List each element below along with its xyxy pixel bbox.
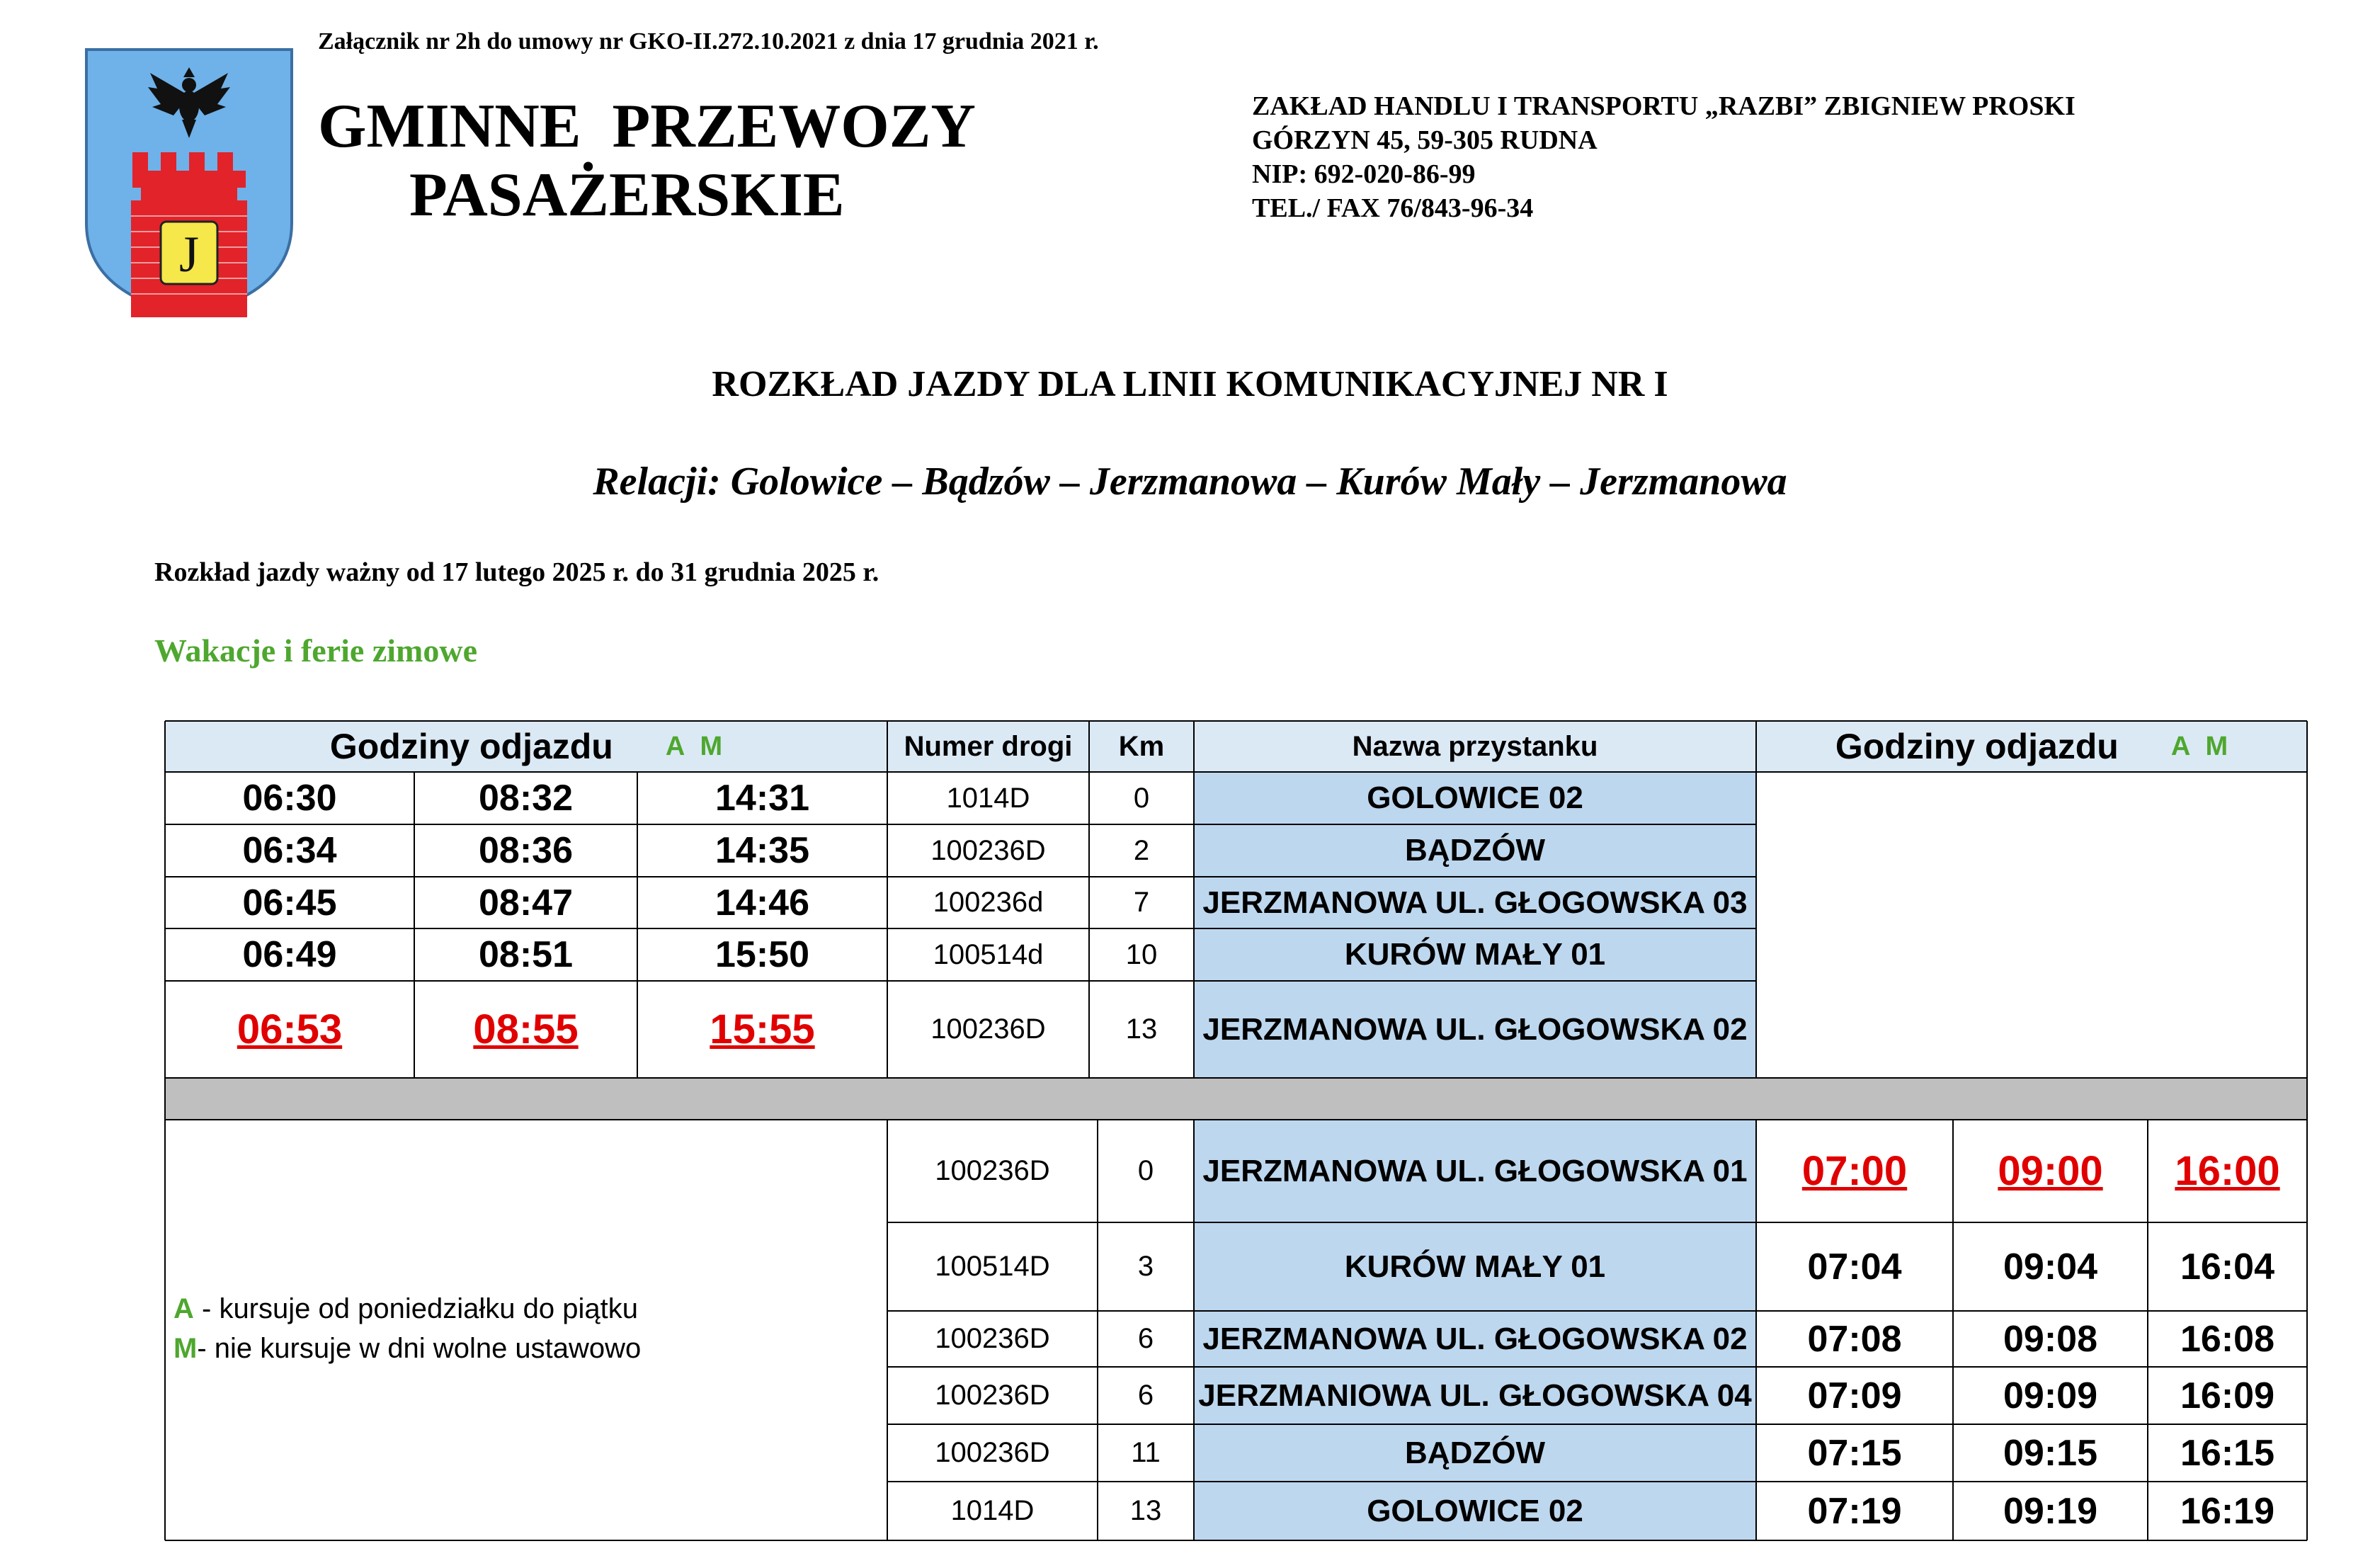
departure-time: 09:04 bbox=[2003, 1246, 2097, 1288]
departure-time: 16:15 bbox=[2180, 1432, 2274, 1474]
header-departures-label: Godziny odjazdu bbox=[1835, 727, 2119, 766]
stop-name: JERZMANOWA UL. GŁOGOWSKA 02 bbox=[1194, 1311, 1756, 1367]
legend bbox=[173, 1289, 641, 1368]
header-road-number: Numer drogi bbox=[887, 721, 1089, 772]
grid-line bbox=[165, 824, 1756, 825]
grid-line bbox=[165, 720, 2307, 722]
grid-line bbox=[165, 876, 1756, 877]
km-value: 0 bbox=[1133, 782, 1150, 814]
stop-name: JERZMANOWA UL. GŁOGOWSKA 01 bbox=[1194, 1120, 1756, 1222]
grid-line bbox=[887, 1310, 2307, 1312]
grid-line bbox=[165, 980, 1756, 982]
km-value: 6 bbox=[1137, 1380, 1154, 1411]
stop-name: BĄDZÓW bbox=[1194, 824, 1756, 877]
departure-time: 15:55 bbox=[710, 1006, 815, 1052]
departure-time: 07:19 bbox=[1807, 1490, 1902, 1532]
km-value: 3 bbox=[1137, 1251, 1154, 1282]
road-number: 100236D bbox=[935, 1380, 1050, 1411]
grid-line bbox=[165, 771, 2307, 773]
departure-time: 07:15 bbox=[1807, 1432, 1902, 1474]
header-stop-name: Nazwa przystanku bbox=[1194, 721, 1756, 772]
departure-time: 07:04 bbox=[1807, 1246, 1902, 1288]
grid-line bbox=[887, 1481, 2307, 1482]
stop-name: JERZMANOWA UL. GŁOGOWSKA 03 bbox=[1194, 877, 1756, 928]
grid-line bbox=[1755, 721, 1757, 1078]
km-value: 11 bbox=[1131, 1437, 1161, 1468]
departure-time: 08:36 bbox=[479, 830, 573, 871]
departure-time: 09:08 bbox=[2003, 1318, 2097, 1360]
departure-time: 07:08 bbox=[1807, 1318, 1902, 1360]
departure-time: 16:19 bbox=[2180, 1490, 2274, 1532]
legend-a-text: - kursuje od poniedziałku do piątku bbox=[193, 1293, 638, 1324]
legend-a-code: A bbox=[173, 1293, 194, 1324]
header-km: Km bbox=[1089, 721, 1194, 772]
grid-line bbox=[2147, 1120, 2148, 1540]
season-label: Wakacje i ferie zimowe bbox=[154, 632, 477, 669]
departure-time: 08:55 bbox=[473, 1006, 579, 1052]
route-relation: Relacji: Golowice – Bądzów – Jerzmanowa – Kurów Mały – Jerzmanowa bbox=[593, 460, 1787, 504]
company-nip: NIP: 692-020-86-99 bbox=[1252, 159, 1476, 189]
departure-time: 16:08 bbox=[2180, 1318, 2274, 1360]
departure-time: 09:00 bbox=[1998, 1148, 2103, 1194]
km-value: 2 bbox=[1133, 834, 1150, 866]
stop-name: JERZMANOWA UL. GŁOGOWSKA 02 bbox=[1194, 981, 1756, 1078]
company-tel: TEL./ FAX 76/843-96-34 bbox=[1252, 193, 1534, 223]
road-number: 1014D bbox=[950, 1495, 1035, 1526]
section-separator bbox=[165, 1078, 2307, 1120]
departure-time: 08:32 bbox=[479, 778, 573, 819]
road-number: 100236D bbox=[935, 1437, 1050, 1468]
timetable bbox=[165, 721, 2307, 1540]
header-am-label: A M bbox=[2170, 731, 2228, 761]
km-value: 0 bbox=[1137, 1155, 1154, 1186]
departure-time: 06:30 bbox=[242, 778, 337, 819]
stop-name: KURÓW MAŁY 01 bbox=[1194, 1222, 1756, 1311]
grid-line bbox=[165, 1077, 2307, 1079]
legend-m-code: M bbox=[173, 1333, 198, 1364]
header-departures-left bbox=[165, 721, 887, 772]
grid-line bbox=[1088, 721, 1090, 1078]
stop-name: GOLOWICE 02 bbox=[1194, 772, 1756, 824]
grid-line bbox=[887, 1366, 2307, 1368]
km-value: 10 bbox=[1125, 938, 1158, 970]
road-number: 100236d bbox=[933, 887, 1044, 918]
stop-name: JERZMANIOWA UL. GŁOGOWSKA 04 bbox=[1194, 1367, 1756, 1424]
road-number: 100236D bbox=[935, 1155, 1050, 1186]
header-departures-right bbox=[1756, 721, 2307, 772]
road-number: 100236D bbox=[930, 1013, 1046, 1045]
departure-time: 07:09 bbox=[1807, 1375, 1902, 1416]
attachment-note: Załącznik nr 2h do umowy nr GKO-II.272.10.2021 z dnia 17 grudnia 2021 r. bbox=[318, 28, 1099, 55]
departure-time: 06:49 bbox=[242, 934, 337, 975]
departure-time: 06:45 bbox=[242, 882, 337, 924]
company-name: ZAKŁAD HANDLU I TRANSPORTU „RAZBI” ZBIGNIEW PROSKI bbox=[1252, 91, 2076, 121]
crest-letter: J bbox=[178, 226, 200, 283]
grid-line bbox=[887, 721, 888, 1078]
road-number: 1014D bbox=[946, 782, 1030, 814]
road-number: 100514D bbox=[935, 1251, 1050, 1282]
road-number: 100514d bbox=[933, 938, 1044, 970]
company-info bbox=[1252, 89, 2076, 225]
departure-time: 07:00 bbox=[1801, 1148, 1908, 1194]
departure-time: 09:15 bbox=[2003, 1432, 2097, 1474]
grid-line bbox=[414, 772, 415, 1078]
km-value: 7 bbox=[1133, 887, 1150, 918]
header-am-label: A M bbox=[665, 731, 723, 761]
departure-time: 16:04 bbox=[2180, 1246, 2274, 1288]
departure-time: 16:09 bbox=[2180, 1375, 2274, 1416]
legend-m-text: - nie kursuje w dni wolne ustawowo bbox=[197, 1333, 642, 1364]
grid-line bbox=[1952, 1120, 1954, 1540]
departure-time: 06:53 bbox=[237, 1006, 343, 1052]
departure-time: 09:19 bbox=[2003, 1490, 2097, 1532]
grid-line bbox=[887, 1424, 2307, 1425]
grid-line bbox=[637, 772, 638, 1078]
company-address: GÓRZYN 45, 59-305 RUDNA bbox=[1252, 125, 1598, 155]
validity-period: Rozkład jazdy ważny od 17 lutego 2025 r. do 31 grudnia 2025 r. bbox=[154, 557, 879, 587]
km-value: 13 bbox=[1129, 1495, 1162, 1526]
grid-line bbox=[1097, 1120, 1098, 1540]
brand-line2: PASAŻERSKIE bbox=[409, 161, 845, 229]
departure-time: 06:34 bbox=[242, 830, 337, 871]
departure-time: 15:50 bbox=[715, 934, 809, 975]
header-departures-label: Godziny odjazdu bbox=[329, 727, 613, 766]
departure-time: 16:00 bbox=[2175, 1148, 2280, 1194]
grid-line bbox=[165, 1119, 2307, 1120]
coat-of-arms-logo bbox=[83, 46, 295, 319]
road-number: 100236D bbox=[935, 1323, 1050, 1354]
grid-line bbox=[1755, 1120, 1757, 1540]
departure-time: 08:47 bbox=[479, 882, 573, 924]
brand-line1: GMINNE PRZEWOZY bbox=[318, 92, 976, 161]
grid-line bbox=[1193, 721, 1195, 1078]
stop-name: BĄDZÓW bbox=[1194, 1424, 1756, 1482]
km-value: 6 bbox=[1137, 1323, 1154, 1354]
departure-time: 14:31 bbox=[715, 778, 809, 819]
stop-name: KURÓW MAŁY 01 bbox=[1194, 928, 1756, 981]
grid-line bbox=[164, 721, 166, 1540]
page-title: ROZKŁAD JAZDY DLA LINII KOMUNIKACYJNEJ NR I bbox=[712, 364, 1668, 404]
departure-time: 14:35 bbox=[715, 830, 809, 871]
stop-name: GOLOWICE 02 bbox=[1194, 1482, 1756, 1540]
grid-line bbox=[2306, 721, 2308, 1540]
grid-line bbox=[887, 1120, 888, 1540]
departure-time: 14:46 bbox=[715, 882, 809, 924]
road-number: 100236D bbox=[930, 834, 1046, 866]
grid-line bbox=[887, 1222, 2307, 1223]
grid-line bbox=[1193, 1120, 1195, 1540]
grid-line bbox=[165, 928, 1756, 929]
departure-time: 08:51 bbox=[479, 934, 573, 975]
km-value: 13 bbox=[1125, 1013, 1158, 1045]
grid-line bbox=[165, 1540, 2307, 1541]
departure-time: 09:09 bbox=[2003, 1375, 2097, 1416]
